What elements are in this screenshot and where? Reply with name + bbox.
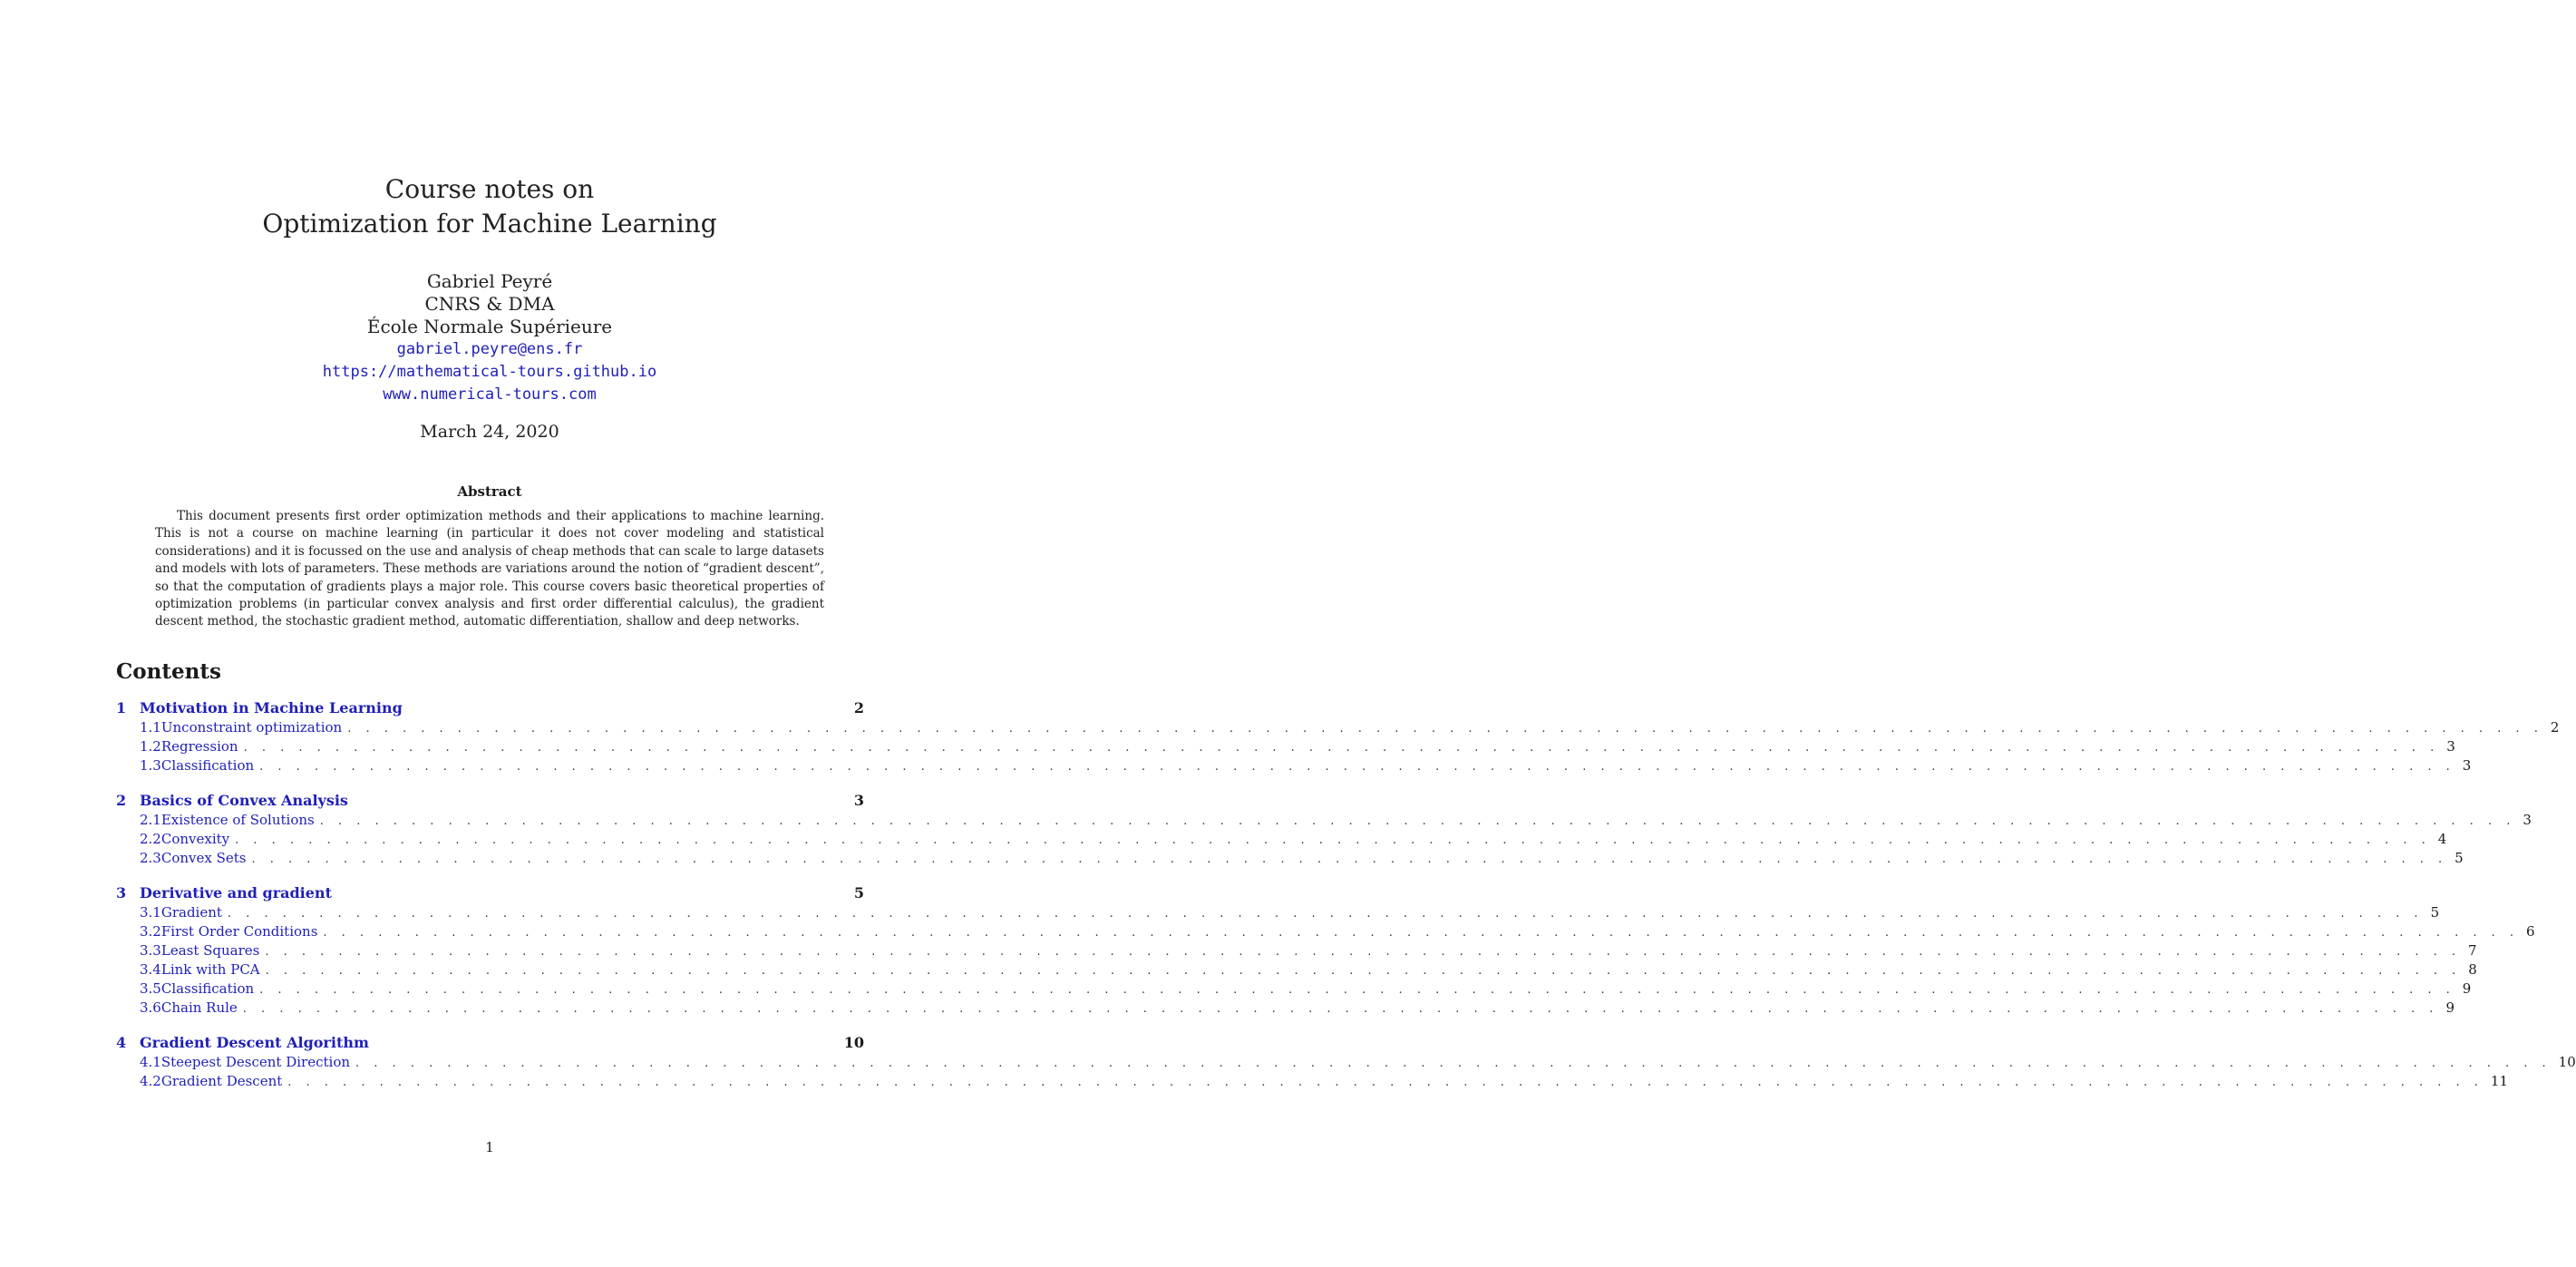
toc-subsection-title[interactable]: Convex Sets [160, 850, 247, 866]
author-email-link[interactable]: gabriel.peyre@ens.fr [396, 340, 583, 358]
toc-subsection-number[interactable]: 1.1 [140, 719, 161, 736]
toc-subsection-number[interactable]: 3.3 [140, 942, 161, 959]
toc-subsection-title[interactable]: Existence of Solutions [160, 812, 315, 828]
page-number: 1 [485, 1139, 494, 1155]
author-block [0, 270, 979, 406]
author-name: Gabriel Peyré [426, 270, 553, 292]
toc-subsection-title[interactable]: Least Squares [160, 942, 260, 959]
toc-section-page: 2 [853, 699, 864, 716]
title-line-2: Optimization for Machine Learning [262, 209, 717, 239]
toc-subsection-page: 4 [2437, 831, 2447, 847]
toc-subsection-title[interactable]: Classification [160, 980, 255, 997]
toc-section [116, 1034, 2576, 1092]
toc-subsection-title[interactable]: Chain Rule [160, 999, 238, 1016]
toc-subsection-page: 5 [2430, 904, 2440, 921]
toc-subsection-entry[interactable] [116, 942, 2477, 961]
toc-subsection-entry[interactable] [116, 1073, 2508, 1092]
toc-subsection-page: 6 [2526, 923, 2535, 940]
toc-subsection-entry[interactable] [116, 738, 2455, 757]
toc-dot-leader: . . . . . . . . . . . . . . . . . . . . . . . . . . . . . . . . . . . . . . . . . . . . . . . . . . . . . . . . . . . . . . . . . . . . . . . . . . . . . . . . . . . . . . . . . . . . . . . . . . . . . . . . . . . . . . . . . . . . . . . . [265, 945, 2462, 959]
toc-subsection-page: 10 [2558, 1054, 2576, 1070]
toc-section-title[interactable]: Gradient Descent Algorithm [140, 1034, 369, 1051]
toc-dot-leader: . . . . . . . . . . . . . . . . . . . . . . . . . . . . . . . . . . . . . . . . . . . . . . . . . . . . . . . . . . . . . . . . . . . . . . . . . . . . . . . . . . . . . . . . . . . . . . . . . . . . . . . . . . . . . . . . . . . . . . . . [319, 814, 2516, 828]
toc-subsection-entry[interactable] [116, 850, 2464, 869]
toc-subsection-number[interactable]: 3.5 [140, 980, 161, 997]
toc-dot-leader: . . . . . . . . . . . . . . . . . . . . . . . . . . . . . . . . . . . . . . . . . . . . . . . . . . . . . . . . . . . . . . . . . . . . . . . . . . . . . . . . . . . . . . . . . . . . . . . . . . . . . . . . . . . . . . . . . . . . . . . . [265, 964, 2462, 978]
toc-dot-leader: . . . . . . . . . . . . . . . . . . . . . . . . . . . . . . . . . . . . . . . . . . . . . . . . . . . . . . . . . . . . . . . . . . . . . . . . . . . . . . . . . . . . . . . . . . . . . . . . . . . . . . . . . . . . . . . . . . . . . . . . [227, 907, 2424, 921]
toc-subsection-entry[interactable] [116, 757, 2472, 776]
author-url-link-2[interactable]: www.numerical-tours.com [383, 385, 597, 404]
toc-subsection-entry[interactable] [116, 831, 2447, 850]
toc-dot-leader: . . . . . . . . . . . . . . . . . . . . . . . . . . . . . . . . . . . . . . . . . . . . . . . . . . . . . . . . . . . . . . . . . . . . . . . . . . . . . . . . . . . . . . . . . . . . . . . . . . . . . . . . . . . . . . . . . . . . . . . . [251, 853, 2448, 866]
title-line-1: Course notes on [384, 174, 595, 204]
toc-subsection-number[interactable]: 1.2 [140, 738, 161, 755]
toc-subsection-entry[interactable] [116, 1054, 2576, 1073]
toc-dot-leader: . . . . . . . . . . . . . . . . . . . . . . . . . . . . . . . . . . . . . . . . . . . . . . . . . . . . . . . . . . . . . . . . . . . . . . . . . . . . . . . . . . . . . . . . . . . . . . . . . . . . . . . . . . . . . . . . . . . . . . . . [323, 926, 2520, 940]
toc-section-number[interactable]: 3 [116, 884, 127, 902]
toc-subsection-number[interactable]: 3.6 [140, 999, 161, 1016]
toc-dot-leader: . . . . . . . . . . . . . . . . . . . . . . . . . . . . . . . . . . . . . . . . . . . . . . . . . . . . . . . . . . . . . . . . . . . . . . . . . . . . . . . . . . . . . . . . . . . . . . . . . . . . . . . . . . . . . . . . . . . . . . . . [347, 722, 2543, 736]
toc-section-page: 5 [853, 884, 864, 902]
toc-section-page: 10 [843, 1034, 864, 1051]
toc-subsection-page: 3 [2523, 812, 2532, 828]
toc-subsection-page: 3 [2446, 738, 2455, 755]
toc-subsection-entry[interactable] [116, 999, 2454, 1018]
toc-subsection-title[interactable]: Gradient [160, 904, 222, 921]
toc-dot-leader: . . . . . . . . . . . . . . . . . . . . . . . . . . . . . . . . . . . . . . . . . . . . . . . . . . . . . . . . . . . . . . . . . . . . . . . . . . . . . . . . . . . . . . . . . . . . . . . . . . . . . . . . . . . . . . . . . . . . . . . . [242, 1002, 2439, 1016]
abstract-text: This document presents first order optimization methods and their applications to machine learning. This is not a course on machine learning (in particular it does not cover modeling and statistical considerations) and it is focussed on the use and analysis of cheap methods that can scale to large datasets and models with lots of parameters. These methods are variations around the notion of “gradient descent”, so that the computation of gradients plays a major role. This course covers basic theoretical properties of optimization problems (in particular convex analysis and first order differential calculus), the gradient descent method, the stochastic gradient method, automatic differentiation, shallow and deep networks. [155, 509, 824, 629]
toc-section-entry[interactable] [116, 699, 864, 719]
abstract [155, 483, 824, 631]
toc-subsection-entry[interactable] [116, 904, 2440, 923]
toc-subsection-number[interactable]: 3.1 [140, 904, 161, 921]
toc-section-title[interactable]: Basics of Convex Analysis [140, 792, 348, 809]
toc-dot-leader: . . . . . . . . . . . . . . . . . . . . . . . . . . . . . . . . . . . . . . . . . . . . . . . . . . . . . . . . . . . . . . . . . . . . . . . . . . . . . . . . . . . . . . . . . . . . . . . . . . . . . . . . . . . . . . . . . . . . . . . . [355, 1057, 2552, 1070]
toc-section [116, 792, 2532, 869]
toc-subsection-entry[interactable] [116, 719, 2560, 738]
toc-subsection-number[interactable]: 4.2 [140, 1073, 161, 1089]
toc-section [116, 884, 2535, 1018]
toc-dot-leader: . . . . . . . . . . . . . . . . . . . . . . . . . . . . . . . . . . . . . . . . . . . . . . . . . . . . . . . . . . . . . . . . . . . . . . . . . . . . . . . . . . . . . . . . . . . . . . . . . . . . . . . . . . . . . . . . . . . . . . . . [235, 833, 2431, 847]
toc-subsection-number[interactable]: 3.4 [140, 961, 161, 978]
toc-subsection-page: 5 [2454, 850, 2464, 866]
toc-subsection-number[interactable]: 2.1 [140, 812, 161, 828]
toc-subsection-number[interactable]: 3.2 [140, 923, 161, 940]
toc-subsection-entry[interactable] [116, 980, 2472, 999]
toc-subsection-entry[interactable] [116, 923, 2535, 942]
toc-subsection-title[interactable]: Link with PCA [160, 961, 260, 978]
toc-subsection-number[interactable]: 2.3 [140, 850, 161, 866]
toc-subsection-page: 8 [2468, 961, 2477, 978]
toc-section-number[interactable]: 1 [116, 699, 127, 716]
toc-subsection-title[interactable]: Classification [160, 757, 255, 774]
author-url-link-1[interactable]: https://mathematical-tours.github.io [322, 363, 657, 381]
toc-section-title[interactable]: Derivative and gradient [140, 884, 332, 902]
toc-section-number[interactable]: 2 [116, 792, 127, 809]
author-affiliation-1: CNRS & DMA [424, 293, 555, 315]
toc-subsection-number[interactable]: 1.3 [140, 757, 161, 774]
toc-section-title[interactable]: Motivation in Machine Learning [140, 699, 403, 716]
toc-section-entry[interactable] [116, 1034, 864, 1054]
toc-subsection-title[interactable]: Steepest Descent Direction [160, 1054, 351, 1070]
table-of-contents [116, 699, 2576, 1107]
contents-heading: Contents [116, 659, 221, 684]
document-date: March 24, 2020 [420, 422, 559, 442]
toc-subsection-page: 9 [2445, 999, 2454, 1016]
toc-section-entry[interactable] [116, 884, 864, 904]
toc-dot-leader: . . . . . . . . . . . . . . . . . . . . . . . . . . . . . . . . . . . . . . . . . . . . . . . . . . . . . . . . . . . . . . . . . . . . . . . . . . . . . . . . . . . . . . . . . . . . . . . . . . . . . . . . . . . . . . . . . . . . . . . . [259, 983, 2455, 997]
toc-subsection-entry[interactable] [116, 812, 2532, 831]
toc-section-entry[interactable] [116, 792, 864, 812]
toc-section [116, 699, 2560, 776]
toc-subsection-page: 9 [2462, 980, 2472, 997]
author-affiliation-2: École Normale Supérieure [366, 316, 613, 337]
toc-subsection-title[interactable]: Regression [160, 738, 238, 755]
toc-subsection-title[interactable]: Unconstraint optimization [160, 719, 343, 736]
toc-subsection-page: 7 [2468, 942, 2477, 959]
toc-subsection-number[interactable]: 2.2 [140, 831, 161, 847]
abstract-title: Abstract [457, 483, 522, 500]
toc-section-number[interactable]: 4 [116, 1034, 127, 1051]
toc-subsection-entry[interactable] [116, 961, 2477, 980]
toc-subsection-page: 3 [2462, 757, 2472, 774]
toc-subsection-page: 11 [2490, 1073, 2508, 1089]
document-title [0, 172, 979, 241]
toc-dot-leader: . . . . . . . . . . . . . . . . . . . . . . . . . . . . . . . . . . . . . . . . . . . . . . . . . . . . . . . . . . . . . . . . . . . . . . . . . . . . . . . . . . . . . . . . . . . . . . . . . . . . . . . . . . . . . . . . . . . . . . . . [287, 1076, 2484, 1089]
toc-section-page: 3 [853, 792, 864, 809]
toc-subsection-title[interactable]: Convexity [160, 831, 230, 847]
toc-dot-leader: . . . . . . . . . . . . . . . . . . . . . . . . . . . . . . . . . . . . . . . . . . . . . . . . . . . . . . . . . . . . . . . . . . . . . . . . . . . . . . . . . . . . . . . . . . . . . . . . . . . . . . . . . . . . . . . . . . . . . . . . [259, 760, 2455, 774]
toc-dot-leader: . . . . . . . . . . . . . . . . . . . . . . . . . . . . . . . . . . . . . . . . . . . . . . . . . . . . . . . . . . . . . . . . . . . . . . . . . . . . . . . . . . . . . . . . . . . . . . . . . . . . . . . . . . . . . . . . . . . . . . . . [243, 741, 2440, 755]
toc-subsection-page: 2 [2550, 719, 2560, 736]
toc-subsection-title[interactable]: First Order Conditions [160, 923, 318, 940]
toc-subsection-number[interactable]: 4.1 [140, 1054, 161, 1070]
toc-subsection-title[interactable]: Gradient Descent [160, 1073, 283, 1089]
